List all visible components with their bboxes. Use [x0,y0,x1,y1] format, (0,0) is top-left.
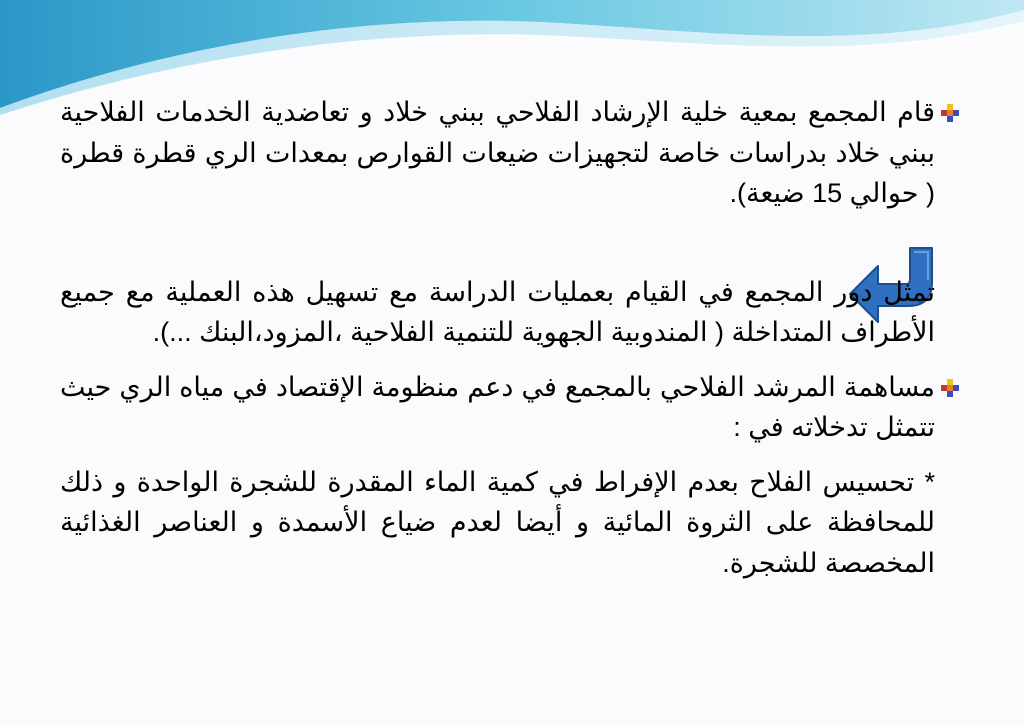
paragraph-1-text: قام المجمع بمعية خلية الإرشاد الفلاحي ببني خلاد و تعاضدية الخدمات الفلاحية ببني خلاد بدراسات خاصة لتجهيزات ضيعات القوارص بمعدات الري قطرة قطرة ( حوالي 15 ضيعة). [60,97,935,208]
diamond-bullet-icon [941,379,959,397]
paragraph-4-text: * تحسيس الفلاح بعدم الإفراط في كمية الماء المقدرة للشجرة الواحدة و ذلك للمحافظة على الثروة المائية و أيضا لعدم ضياع الأسمدة و العناصر الغذائية المخصصة للشجرة. [60,466,935,578]
paragraph-1 [60,92,935,214]
paragraph-2-text: تمثل دور المجمع في القيام بعمليات الدراسة مع تسهيل هذه العملية مع جميع الأطراف المتداخلة ( المندوبية الجهوية للتنمية الفلاحية ،المزود،البنك ...). [60,276,935,347]
paragraph-4 [60,462,935,584]
slide-body [60,92,935,583]
paragraph-3 [60,367,935,448]
paragraph-2 [60,272,935,353]
paragraph-3-text: مساهمة المرشد الفلاحي بالمجمع في دعم منظومة الإقتصاد في مياه الري حيث تتمثل تدخلاته في : [60,371,935,442]
diamond-bullet-icon [941,104,959,122]
